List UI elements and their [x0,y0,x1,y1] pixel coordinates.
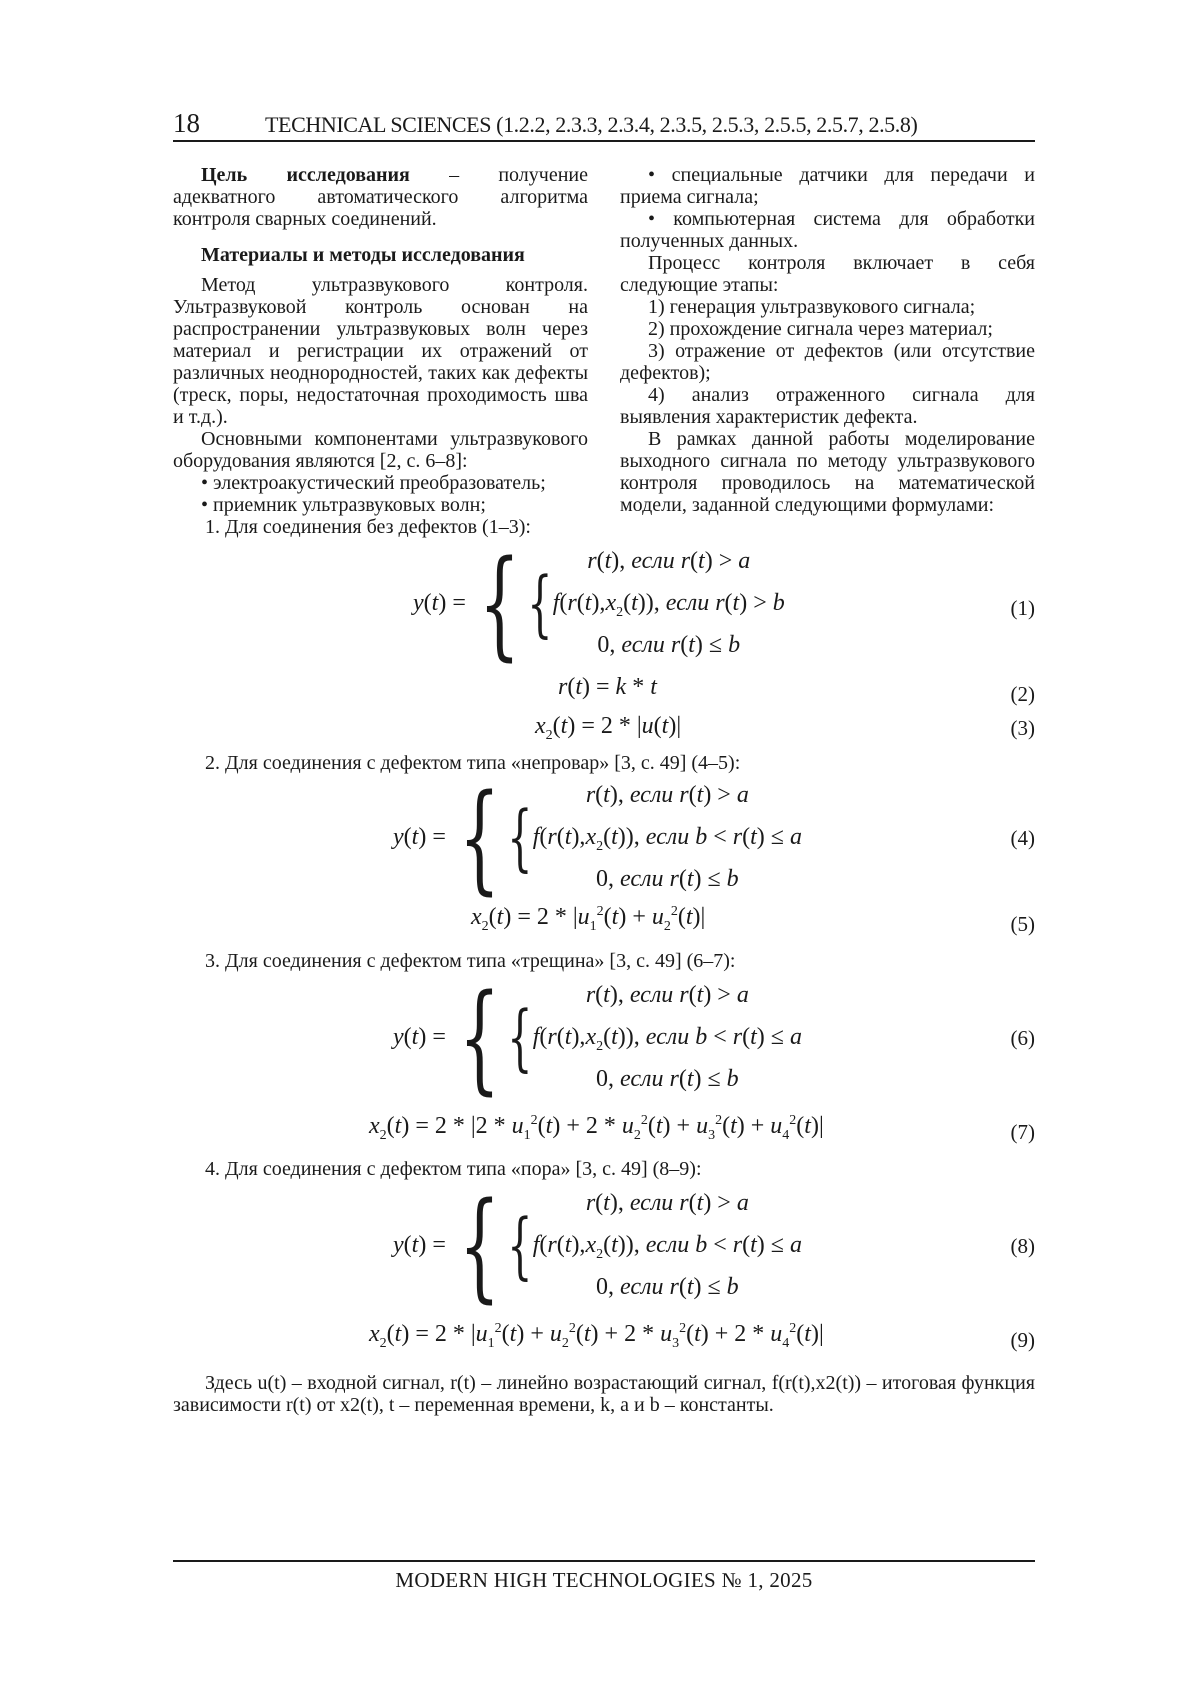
equation-number: (2) [1010,682,1035,706]
aim-paragraph [173,164,588,230]
right-column [620,164,1035,516]
step-1: 1) генерация ультразвукового сигнала; [648,296,976,318]
equation-number: (4) [1010,826,1035,850]
equation-9: $x_2(t) = 2 * |u_1^2(t) + u_2^2(t) + 2 * u_3^2(t) + 2 * u_4^2(t)|$ [369,1321,824,1351]
equation-5: $x_2(t) = 2 * |u_1^2(t) + u_2^2(t)|$ [471,904,706,934]
journal-page [173,108,1035,1592]
equation-7: $x_2(t) = 2 * |2 * u_1^2(t) + 2 * u_2^2(t) + u_3^2(t) + u_4^2(t)|$ [369,1113,824,1143]
components-paragraph: Основными компонентами ультразвукового оборудования являются [2, с. 6–8]: [173,428,588,472]
step-2: 2) прохождение сигнала через материал; [648,318,993,340]
equation-number: (9) [1010,1328,1035,1352]
step-4: 4) анализ отраженного сигнала для выявления характеристик дефекта. [620,384,1035,428]
two-column-body [173,164,1035,516]
left-column [173,164,588,516]
equation-6: y ( t ) = { { r(t), если r(t) > a $f(r(t),x_2(t))$, если b < r(t) ≤ a 0, если r(t) ≤ b [393,968,802,1106]
variable-definitions: Здесь u(t) – входной сигнал, r(t) – линейно возрастающий сигнал, f(r(t),x2(t)) – итоговая функция зависимости r(t) от x2(t), t – переменная времени, k, a и b – константы. [173,1372,1035,1416]
bullet-transducer: • электроакустический преобразователь; [201,472,546,494]
aim-label: Цель исследования [201,164,410,186]
step-3: 3) отражение от дефектов (или отсутствие дефектов); [620,340,1035,384]
equation-number: (3) [1010,716,1035,740]
equation-8: y ( t ) = { { r(t), если r(t) > a $f(r(t),x_2(t))$, если b < r(t) ≤ a 0, если r(t) ≤ b [393,1176,802,1314]
equation-number: (8) [1010,1234,1035,1258]
equation-3: $x_2(t) = 2 * |u(t)|$ [535,713,682,743]
equation-number: (7) [1010,1120,1035,1144]
model-paragraph: В рамках данной работы моделирование выходного сигнала по методу ультразвукового контроля проводилось на математической модели, заданной следующими формулами: [620,428,1035,516]
equation-number: (6) [1010,1026,1035,1050]
equation-1: y ( t ) = { { r(t), если r(t) > a $f(r(t),x_2(t))$, если r(t) > b 0, если r(t) ≤ b [413,534,785,672]
page-number: 18 [173,108,200,138]
section-heading: Материалы и методы исследования [201,244,525,266]
case-2-label: 2. Для соединения с дефектом типа «непровар» [3, с. 49] (4–5): [205,752,741,774]
case-1-label: 1. Для соединения без дефектов (1–3): [205,516,531,538]
equation-2: r(t) = k * t [558,674,657,700]
bullet-receiver: • приемник ультразвуковых волн; [201,494,486,516]
case-4-label: 4. Для соединения с дефектом типа «пора» [3, с. 49] (8–9): [205,1158,702,1180]
equation-number: (1) [1010,596,1035,620]
page-footer: MODERN HIGH TECHNOLOGIES № 1, 2025 [173,1560,1035,1593]
process-paragraph: Процесс контроля включает в себя следующие этапы: [620,252,1035,296]
journal-section: TECHNICAL SCIENCES (1.2.2, 2.3.3, 2.3.4, 2.3.5, 2.5.3, 2.5.5, 2.5.7, 2.5.8) [265,112,918,137]
brace: { [478,534,521,672]
method-paragraph: Метод ультразвукового контроля. Ультразвуковой контроль основан на распространении ультразвуковых волн через материал и регистрации их отражений от различных неоднородностей, таких как дефекты (треск, поры, недостаточная проходимость шва и т.д.). [173,274,588,428]
bullet-computer: • компьютерная система для обработки полученных данных. [620,208,1035,252]
case-3-label: 3. Для соединения с дефектом типа «трещина» [3, с. 49] (6–7): [205,950,736,972]
page-header [173,108,1035,142]
equation-4: y ( t ) = { { r(t), если r(t) > a $f(r(t),x_2(t))$, если b < r(t) ≤ a 0, если r(t) ≤ b [393,768,802,906]
aim-text: – получение адекватного автоматического алгоритма контроля сварных соединений. [173,164,588,230]
bullet-sensors: • специальные датчики для передачи и приема сигнала; [620,164,1035,208]
equation-number: (5) [1010,912,1035,936]
